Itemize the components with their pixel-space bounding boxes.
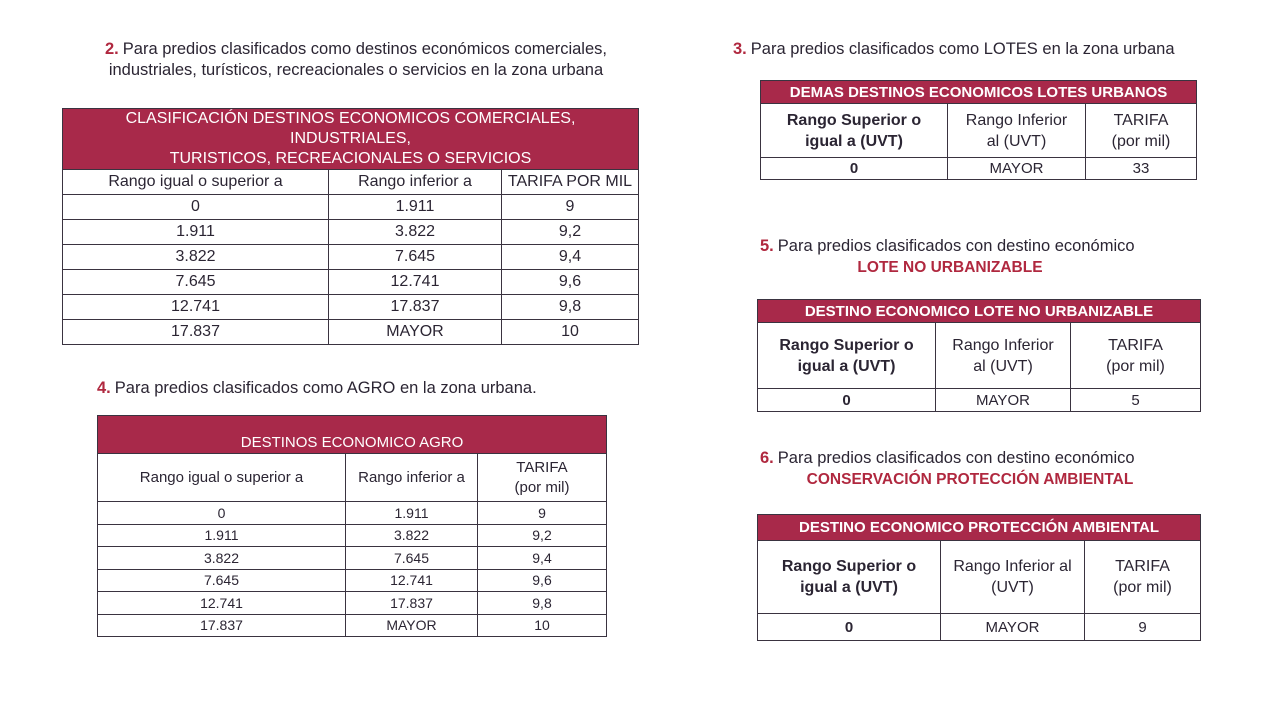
table-cell: 12.741 xyxy=(346,569,478,592)
heading-text: Para predios clasificados con destino económico xyxy=(777,449,1135,467)
table-row xyxy=(758,614,1201,641)
table-row xyxy=(63,295,639,320)
table-cell: 9,4 xyxy=(478,547,607,570)
table-cell: MAYOR xyxy=(329,320,502,345)
section-number: 3. xyxy=(733,40,747,58)
column-header: Rango Inferior al (UVT) xyxy=(936,323,1071,389)
heading-text: industriales, turísticos, recreacionales o servicios en la zona urbana xyxy=(108,61,604,79)
table-cell: 17.837 xyxy=(329,295,502,320)
table-lotes-urbanos xyxy=(760,80,1197,180)
table-cell: 1.911 xyxy=(63,220,329,245)
table-cell: 0 xyxy=(758,389,936,412)
table-cell: 33 xyxy=(1086,158,1197,180)
section-2-heading xyxy=(56,39,656,81)
section-4-heading xyxy=(97,378,537,399)
table-cell: 12.741 xyxy=(63,295,329,320)
table-lote-no-urbanizable xyxy=(757,299,1201,412)
table-title: DESTINO ECONOMICO PROTECCIÓN AMBIENTAL xyxy=(758,515,1201,541)
table-cell: 9 xyxy=(502,195,639,220)
table-cell: 9 xyxy=(1085,614,1201,641)
table-row xyxy=(98,547,607,570)
column-header: Rango Superior o igual a (UVT) xyxy=(761,104,948,158)
table-cell: 0 xyxy=(63,195,329,220)
section-6-heading xyxy=(760,448,1215,490)
table-cell: 7.645 xyxy=(63,270,329,295)
table-cell: 0 xyxy=(761,158,948,180)
table-cell: 9 xyxy=(478,502,607,525)
section-number: 5. xyxy=(760,237,774,255)
table-cell: 12.741 xyxy=(98,592,346,615)
table-cell: 3.822 xyxy=(346,524,478,547)
table-cell: 17.837 xyxy=(346,592,478,615)
heading-text: Para predios clasificados como destinos económicos comerciales, xyxy=(122,40,607,58)
heading-text: Para predios clasificados como AGRO en la zona urbana. xyxy=(114,379,537,397)
table-cell: 3.822 xyxy=(329,220,502,245)
table-row xyxy=(98,569,607,592)
table-cell: MAYOR xyxy=(936,389,1071,412)
table-row xyxy=(63,245,639,270)
column-header: Rango Superior o igual a (UVT) xyxy=(758,323,936,389)
column-header: Rango Inferior al (UVT) xyxy=(948,104,1086,158)
table-cell: 1.911 xyxy=(98,524,346,547)
table-cell: 7.645 xyxy=(346,547,478,570)
table-cell: MAYOR xyxy=(941,614,1085,641)
table-row xyxy=(98,592,607,615)
table-cell: 17.837 xyxy=(63,320,329,345)
heading-text: Para predios clasificados con destino económico xyxy=(777,237,1135,255)
table-cell: 1.911 xyxy=(346,502,478,525)
table-row xyxy=(758,389,1201,412)
table-cell: 5 xyxy=(1071,389,1201,412)
column-header: Rango Superior o igual a (UVT) xyxy=(758,541,941,614)
table-cell: 3.822 xyxy=(63,245,329,270)
section-number: 6. xyxy=(760,449,774,467)
table-cell: 0 xyxy=(98,502,346,525)
heading-text: Para predios clasificados como LOTES en la zona urbana xyxy=(750,40,1175,58)
table-cell: MAYOR xyxy=(346,614,478,637)
column-header: Rango inferior a xyxy=(346,454,478,502)
table-cell: 10 xyxy=(478,614,607,637)
table-cell: 0 xyxy=(758,614,941,641)
table-cell: 9,2 xyxy=(478,524,607,547)
column-header: TARIFA (por mil) xyxy=(478,454,607,502)
column-header: TARIFA (por mil) xyxy=(1086,104,1197,158)
column-header: TARIFA POR MIL xyxy=(502,170,639,195)
table-title: DESTINOS ECONOMICO AGRO xyxy=(98,416,607,454)
table-proteccion-ambiental xyxy=(757,514,1201,641)
table-cell: 7.645 xyxy=(98,569,346,592)
table-cell: 1.911 xyxy=(329,195,502,220)
table-cell: 9,8 xyxy=(478,592,607,615)
table-cell: 9,8 xyxy=(502,295,639,320)
heading-highlight: CONSERVACIÓN PROTECCIÓN AMBIENTAL xyxy=(806,471,1134,488)
table-row xyxy=(63,320,639,345)
table-cell: 9,6 xyxy=(478,569,607,592)
table-title: CLASIFICACIÓN DESTINOS ECONOMICOS COMERCIALES, INDUSTRIALES, TURISTICOS, RECREACIONALES O SERVICIOS xyxy=(63,109,639,170)
table-title: DESTINO ECONOMICO LOTE NO URBANIZABLE xyxy=(758,300,1201,323)
table-cell: 10 xyxy=(502,320,639,345)
section-number: 4. xyxy=(97,379,111,397)
table-cell: 9,4 xyxy=(502,245,639,270)
table-cell: MAYOR xyxy=(948,158,1086,180)
table-agro xyxy=(97,415,607,637)
column-header: TARIFA (por mil) xyxy=(1085,541,1201,614)
column-header: TARIFA (por mil) xyxy=(1071,323,1201,389)
table-row xyxy=(63,195,639,220)
table-row xyxy=(63,270,639,295)
section-number: 2. xyxy=(105,40,119,58)
table-cell: 17.837 xyxy=(98,614,346,637)
table-row xyxy=(761,158,1197,180)
table-row xyxy=(63,220,639,245)
table-cell: 9,6 xyxy=(502,270,639,295)
heading-highlight: LOTE NO URBANIZABLE xyxy=(857,259,1043,276)
section-5-heading xyxy=(760,236,1215,278)
table-cell: 9,2 xyxy=(502,220,639,245)
column-header: Rango Inferior al (UVT) xyxy=(941,541,1085,614)
table-row xyxy=(98,524,607,547)
table-cell: 3.822 xyxy=(98,547,346,570)
column-header: Rango igual o superior a xyxy=(98,454,346,502)
section-3-heading xyxy=(733,39,1175,60)
column-header: Rango inferior a xyxy=(329,170,502,195)
column-header: Rango igual o superior a xyxy=(63,170,329,195)
table-cell: 7.645 xyxy=(329,245,502,270)
table-row xyxy=(98,614,607,637)
table-cell: 12.741 xyxy=(329,270,502,295)
table-title: DEMAS DESTINOS ECONOMICOS LOTES URBANOS xyxy=(761,81,1197,104)
table-comerciales xyxy=(62,108,639,345)
table-row xyxy=(98,502,607,525)
